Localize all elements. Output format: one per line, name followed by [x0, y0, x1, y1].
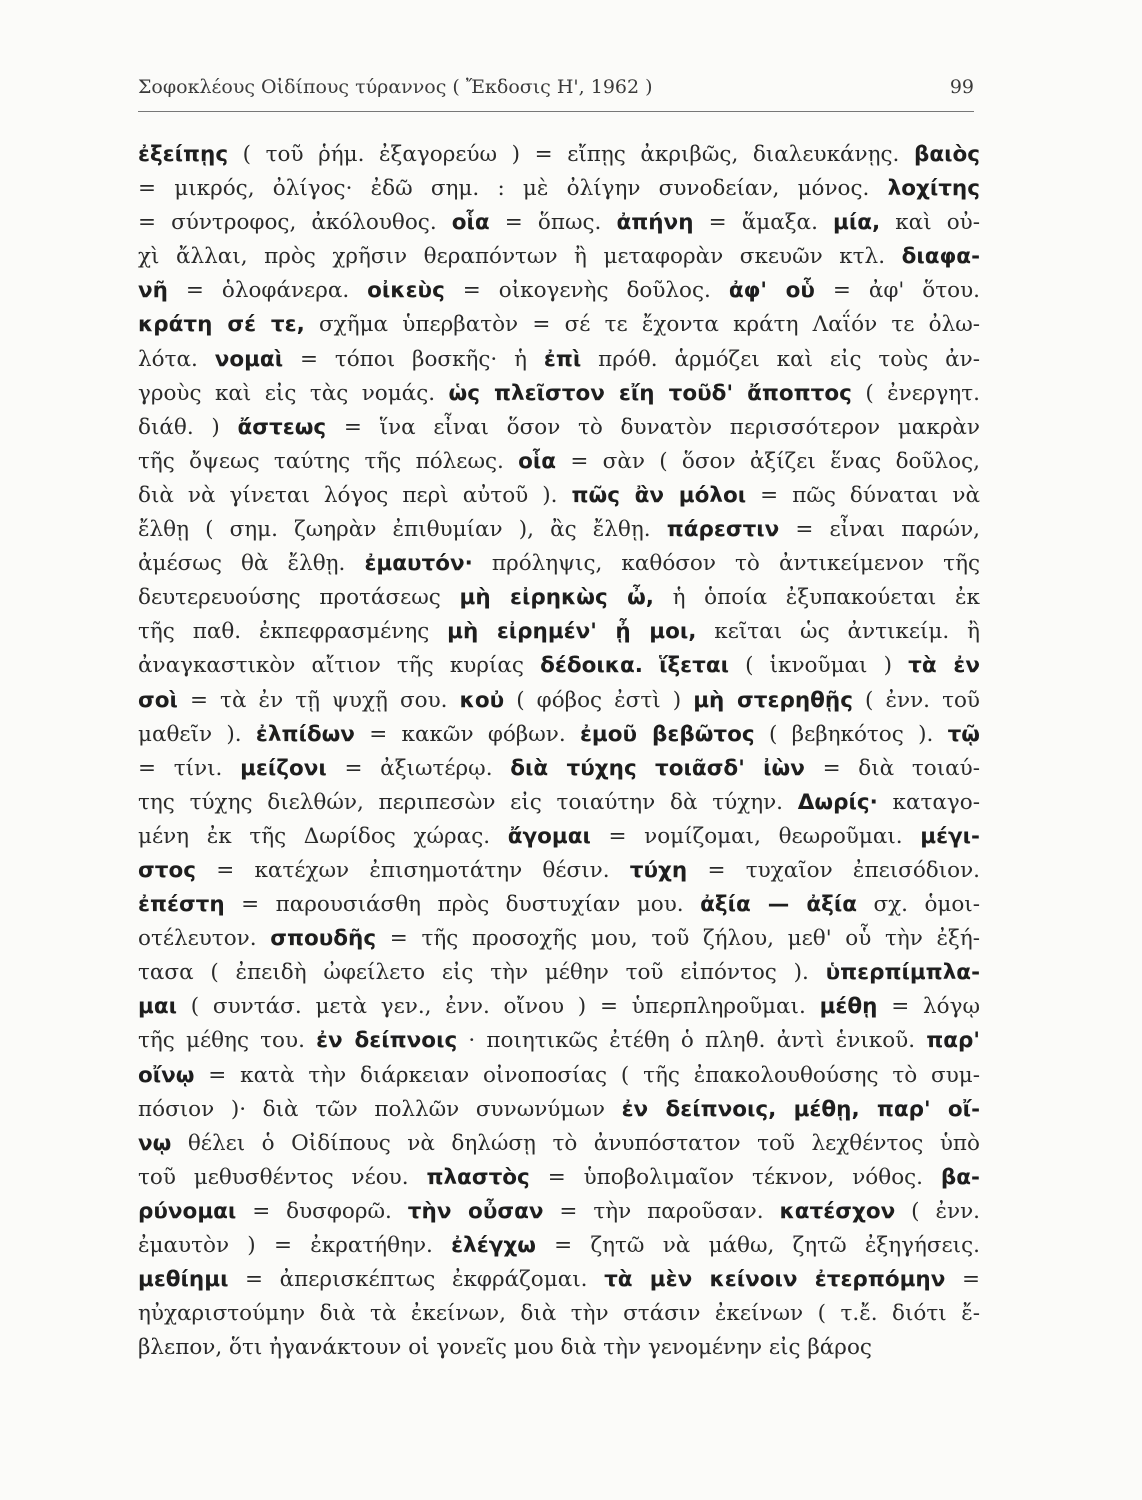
gloss-text: γροὺς καὶ εἰς τὰς νομάς. — [138, 380, 449, 406]
lemma-term: δέδοικα. — [540, 653, 643, 679]
lemma-term: μείζονι — [240, 755, 327, 781]
gloss-text: σχ. ὁμοι- — [857, 892, 980, 918]
text-line — [138, 240, 980, 274]
text-line — [138, 513, 980, 547]
gloss-text: ( ἐνν. τοῦ — [852, 687, 980, 713]
lemma-term: μία, — [833, 210, 881, 236]
text-line — [138, 888, 980, 922]
text-line — [138, 1059, 980, 1093]
text-line — [138, 172, 980, 206]
gloss-text: χὶ ἄλλαι, πρὸς χρῆσιν θεραπόντων ἢ μεταφορὰν σκευῶν κτλ. — [138, 244, 902, 270]
lemma-term: ἐμοῦ βεβῶτος — [579, 721, 755, 747]
lemma-term: κράτη σέ τε, — [138, 312, 305, 338]
lemma-term: τὰ ἐν — [908, 653, 980, 679]
gloss-text: πόσιον )· διὰ τῶν πολλῶν συνωνύμων — [138, 1096, 622, 1122]
header-rule — [138, 111, 974, 112]
text-line — [138, 956, 980, 990]
gloss-text: = σὰν ( ὅσον ἀξίζει ἕνας δοῦλος, — [556, 448, 980, 474]
running-title: Σοφοκλέους Οἰδίπους τύραννος ( Ἔκδοσις Η', 1962 ) — [138, 76, 653, 98]
lemma-term: μὴ εἰρημέν' ᾖ μοι, — [447, 619, 697, 645]
gloss-text: = διὰ τοιαύ- — [804, 755, 980, 781]
lemma-term: διὰ τύχης τοιᾶσδ' ἰὼν — [510, 755, 805, 781]
gloss-text: ἐμαυτὸν ) = ἐκρατήθην. — [138, 1233, 452, 1258]
lemma-term: λοχίτης — [887, 176, 980, 202]
gloss-text: καταγο- — [877, 789, 980, 815]
gloss-text: = τὴν παροῦσαν. — [543, 1198, 780, 1224]
gloss-text: διὰ νὰ γίνεται λόγος περὶ αὐτοῦ ). — [138, 482, 572, 508]
gloss-text: = πῶς δύναται νὰ — [746, 482, 980, 508]
lemma-term: τὴν οὖσαν — [407, 1198, 544, 1224]
gloss-text: = δυσφορῶ. — [236, 1198, 408, 1224]
lemma-term: ἵξεται — [659, 653, 729, 679]
text-line — [138, 377, 980, 411]
text-line — [138, 206, 980, 240]
lemma-term: πάρεστιν — [666, 517, 780, 543]
lemma-term: ἐξείπῃς — [138, 142, 229, 167]
lemma-term: οἷα — [518, 448, 557, 474]
gloss-text: = ὅπως. — [489, 210, 617, 236]
gloss-text: ηὐχαριστούμην διὰ τὰ ἐκείνων, διὰ τὴν στάσιν ἐκείνων ( τ.ἔ. διότι ἔ- — [138, 1301, 980, 1327]
gloss-text: = κακῶν φόβων. — [354, 721, 580, 747]
text-line — [138, 1229, 980, 1263]
gloss-text: ( ἐνν. — [895, 1198, 980, 1224]
text-line — [138, 615, 980, 649]
lemma-term: ἐπέστη — [138, 892, 225, 918]
gloss-text: ( συντάσ. μετὰ γεν., ἐνν. οἴνου ) = ὑπερπληροῦμαι. — [176, 994, 820, 1020]
lemma-term: βαιὸς — [913, 142, 980, 167]
lemma-term: ἀφ' οὗ — [728, 278, 815, 304]
gloss-text: = ἀξιωτέρῳ. — [326, 755, 511, 781]
gloss-text: ( τοῦ ῥήμ. ἐξαγορεύω ) = εἴπῃς ἀκριβῶς, διαλευκάνῃς. — [228, 142, 914, 167]
lemma-term: μὴ στερηθῇς — [693, 687, 853, 713]
text-line — [138, 684, 980, 718]
text-line — [138, 1127, 980, 1161]
lemma-term: ἐλέγχω — [451, 1233, 536, 1258]
text-line — [138, 308, 980, 342]
gloss-text: = τόποι βοσκῆς· ἡ — [283, 346, 544, 372]
lemma-term: ὑπερπίμπλα- — [825, 960, 980, 986]
gloss-text: ἀμέσως θὰ ἔλθῃ. — [138, 551, 365, 577]
lemma-term: νῳ — [138, 1130, 172, 1156]
commentary-text — [138, 138, 980, 1365]
text-line — [138, 752, 980, 786]
lemma-term: ἄστεως — [237, 414, 327, 440]
lemma-term: νῆ — [138, 278, 168, 304]
gloss-text: = μικρός, ὀλίγος· ἐδῶ σημ. : μὲ ὀλίγην συνοδείαν, μόνος. — [138, 176, 888, 202]
lemma-term: ἐπὶ — [543, 346, 582, 372]
gloss-text: · ποιητικῶς ἐτέθη ὁ πληθ. ἀντὶ ἑνικοῦ. — [457, 1028, 927, 1054]
lemma-term: διαφα- — [901, 244, 980, 270]
gloss-text: = τυχαῖον ἐπεισόδιον. — [687, 857, 980, 883]
lemma-term: κατέσχον — [779, 1198, 896, 1224]
gloss-text: = σύντροφος, ἀκόλουθος. — [138, 210, 452, 236]
text-line — [138, 1263, 980, 1297]
lemma-term: ἀξία — ἀξία — [700, 892, 858, 918]
gloss-text: μαθεῖν ). — [138, 721, 256, 747]
gloss-text: = εἶναι παρών, — [779, 517, 980, 543]
text-line — [138, 274, 980, 308]
lemma-term: στος — [138, 857, 196, 883]
text-line — [138, 820, 980, 854]
gloss-text: = παρουσιάσθη πρὸς δυστυχίαν μου. — [224, 892, 701, 918]
gloss-text: βλεπον, ὅτι ἠγανάκτουν οἱ γονεῖς μου διὰ τὴν γενομένην εἰς βάρος — [138, 1335, 872, 1361]
text-line — [138, 1024, 980, 1058]
gloss-text: = κατὰ τὴν διάρκειαν οἰνοποσίας ( τῆς ἐπακολουθούσης τὸ συμ- — [194, 1062, 980, 1088]
gloss-text: τῆς παθ. ἐκπεφρασμένης — [138, 619, 448, 645]
lemma-term: ρύνομαι — [138, 1198, 237, 1224]
gloss-text: πρόληψις, καθόσον τὸ ἀντικείμενον τῆς — [472, 551, 980, 577]
gloss-text: = λόγῳ — [877, 994, 980, 1020]
gloss-text: πρόθ. ἁρμόζει καὶ εἰς τοὺς ἀν- — [581, 346, 980, 372]
gloss-text: κεῖται ὡς ἀντικείμ. ἢ — [696, 619, 980, 645]
gloss-text: ( φόβος ἐστὶ ) — [504, 687, 694, 713]
gloss-text: = — [945, 1267, 980, 1293]
gloss-text: τασα ( ἐπειδὴ ὠφείλετο εἰς τὴν μέθην τοῦ εἰπόντος ). — [138, 960, 826, 986]
lemma-term: ἐλπίδων — [255, 721, 355, 747]
gloss-text: τῆς ὄψεως ταύτης τῆς πόλεως. — [138, 448, 519, 474]
lemma-term: μέγι- — [920, 823, 980, 849]
gloss-text: καὶ οὐ- — [880, 210, 980, 236]
lemma-term: Δωρίς· — [797, 789, 878, 815]
lemma-term: μὴ εἰρηκὼς ὦ, — [459, 585, 654, 611]
gloss-text: ἔλθῃ ( σημ. ζωηρὰν ἐπιθυμίαν ), ἂς ἔλθῃ. — [138, 517, 667, 543]
text-line — [138, 581, 980, 615]
lemma-term: σοὶ — [138, 687, 178, 713]
gloss-text: = νομίζομαι, θεωροῦμαι. — [590, 823, 921, 849]
text-line — [138, 718, 980, 752]
lemma-term: παρ' — [926, 1028, 980, 1054]
gloss-text: = ἵνα εἶναι ὅσον τὸ δυνατὸν περισσότερον μακρὰν — [326, 414, 980, 440]
text-line — [138, 649, 980, 683]
text-line — [138, 922, 980, 956]
page-number: 99 — [949, 76, 974, 98]
gloss-text: ( ἐνεργητ. — [851, 380, 980, 406]
running-header — [138, 76, 974, 106]
text-line — [138, 343, 980, 377]
gloss-text: ἡ ὁποία ἐξυπακούεται ἐκ — [653, 585, 980, 611]
text-line — [138, 1297, 980, 1331]
lemma-term: τύχη — [629, 857, 688, 883]
lemma-term: τὰ μὲν κείνοιν ἐτερπόμην — [604, 1267, 946, 1293]
gloss-text: οτέλευτον. — [138, 926, 271, 952]
lemma-term: βα- — [940, 1164, 980, 1190]
text-line — [138, 445, 980, 479]
lemma-term: ἄγομαι — [507, 823, 591, 849]
lemma-term: οἴνῳ — [138, 1062, 195, 1088]
lemma-term: πῶς ἂν μόλοι — [571, 482, 747, 508]
gloss-text: ( ἱκνοῦμαι ) — [729, 653, 909, 679]
gloss-text: = τὰ ἐν τῇ ψυχῇ σου. — [177, 687, 460, 713]
gloss-text: θέλει ὁ Οἰδίπους νὰ δηλώσῃ τὸ ἀνυπόστατον τοῦ λεχθέντος ὑπὸ — [171, 1130, 980, 1156]
lemma-term: μέθῃ — [819, 994, 878, 1020]
lemma-term: νομαὶ — [214, 346, 284, 372]
gloss-text: της τύχης διελθών, περιπεσὼν εἰς τοιαύτην δὰ τύχην. — [138, 789, 798, 815]
text-line — [138, 1161, 980, 1195]
gloss-text: = οἰκογενὴς δοῦλος. — [444, 278, 729, 304]
gloss-text: = ζητῶ νὰ μάθω, ζητῶ ἐξηγήσεις. — [535, 1233, 980, 1258]
gloss-text: = ἅμαξα. — [693, 210, 834, 236]
gloss-text: τοῦ μεθυσθέντος νέου. — [138, 1164, 427, 1190]
lemma-term: ὡς πλεῖστον εἴη τοῦδ' ἄποπτος — [448, 380, 852, 406]
lemma-term: τῷ — [947, 721, 980, 747]
gloss-text: = κατέχων ἐπισημοτάτην θέσιν. — [195, 857, 630, 883]
lemma-term: ἀπήνη — [616, 210, 694, 236]
gloss-text: ( βεβηκότος ). — [754, 721, 948, 747]
lemma-term: σπουδῆς — [270, 926, 377, 952]
lemma-term: μαι — [138, 994, 177, 1020]
gloss-text: = ἀπερισκέπτως ἐκφράζομαι. — [228, 1267, 605, 1293]
text-line — [138, 854, 980, 888]
text-line — [138, 411, 980, 445]
text-line — [138, 547, 980, 581]
gloss-text: μένη ἐκ τῆς Δωρίδος χώρας. — [138, 823, 508, 849]
text-line — [138, 1195, 980, 1229]
lemma-term: πλαστὸς — [426, 1164, 530, 1190]
gloss-text: ἀναγκαστικὸν αἴτιον τῆς κυρίας — [138, 653, 541, 679]
text-line — [138, 1331, 980, 1365]
gloss-text: = ὑποβολιμαῖον τέκνον, νόθος. — [529, 1164, 941, 1190]
gloss-text: διάθ. ) — [138, 414, 238, 440]
lemma-term: οἰκεὺς — [367, 278, 445, 304]
gloss-text: = τίνι. — [138, 755, 241, 781]
lemma-term: κοὐ — [459, 687, 505, 713]
text-line — [138, 786, 980, 820]
lemma-term: μεθίημι — [138, 1267, 229, 1293]
gloss-text: = τῆς προσοχῆς μου, τοῦ ζήλου, μεθ' οὗ τὴν ἐξή- — [376, 926, 980, 952]
gloss-text: = ἀφ' ὅτου. — [814, 278, 980, 304]
gloss-text: δευτερευούσης προτάσεως — [138, 585, 460, 611]
lemma-term: ἐμαυτόν· — [364, 551, 473, 577]
text-line — [138, 138, 980, 172]
gloss-text: τῆς μέθης του. — [138, 1028, 317, 1054]
text-line — [138, 990, 980, 1024]
text-line — [138, 479, 980, 513]
lemma-term: οἷα — [451, 210, 490, 236]
text-line — [138, 1093, 980, 1127]
gloss-text — [643, 653, 659, 678]
lemma-term: ἐν δείπνοις, μέθῃ, παρ' οἴ- — [621, 1096, 980, 1122]
gloss-text: = ὁλοφάνερα. — [167, 278, 368, 304]
gloss-text: λότα. — [138, 346, 215, 372]
lemma-term: ἐν δείπνοις — [316, 1028, 458, 1054]
gloss-text: σχῆμα ὑπερβατὸν = σέ τε ἔχοντα κράτη Λαΐόν τε ὀλω- — [304, 312, 980, 338]
